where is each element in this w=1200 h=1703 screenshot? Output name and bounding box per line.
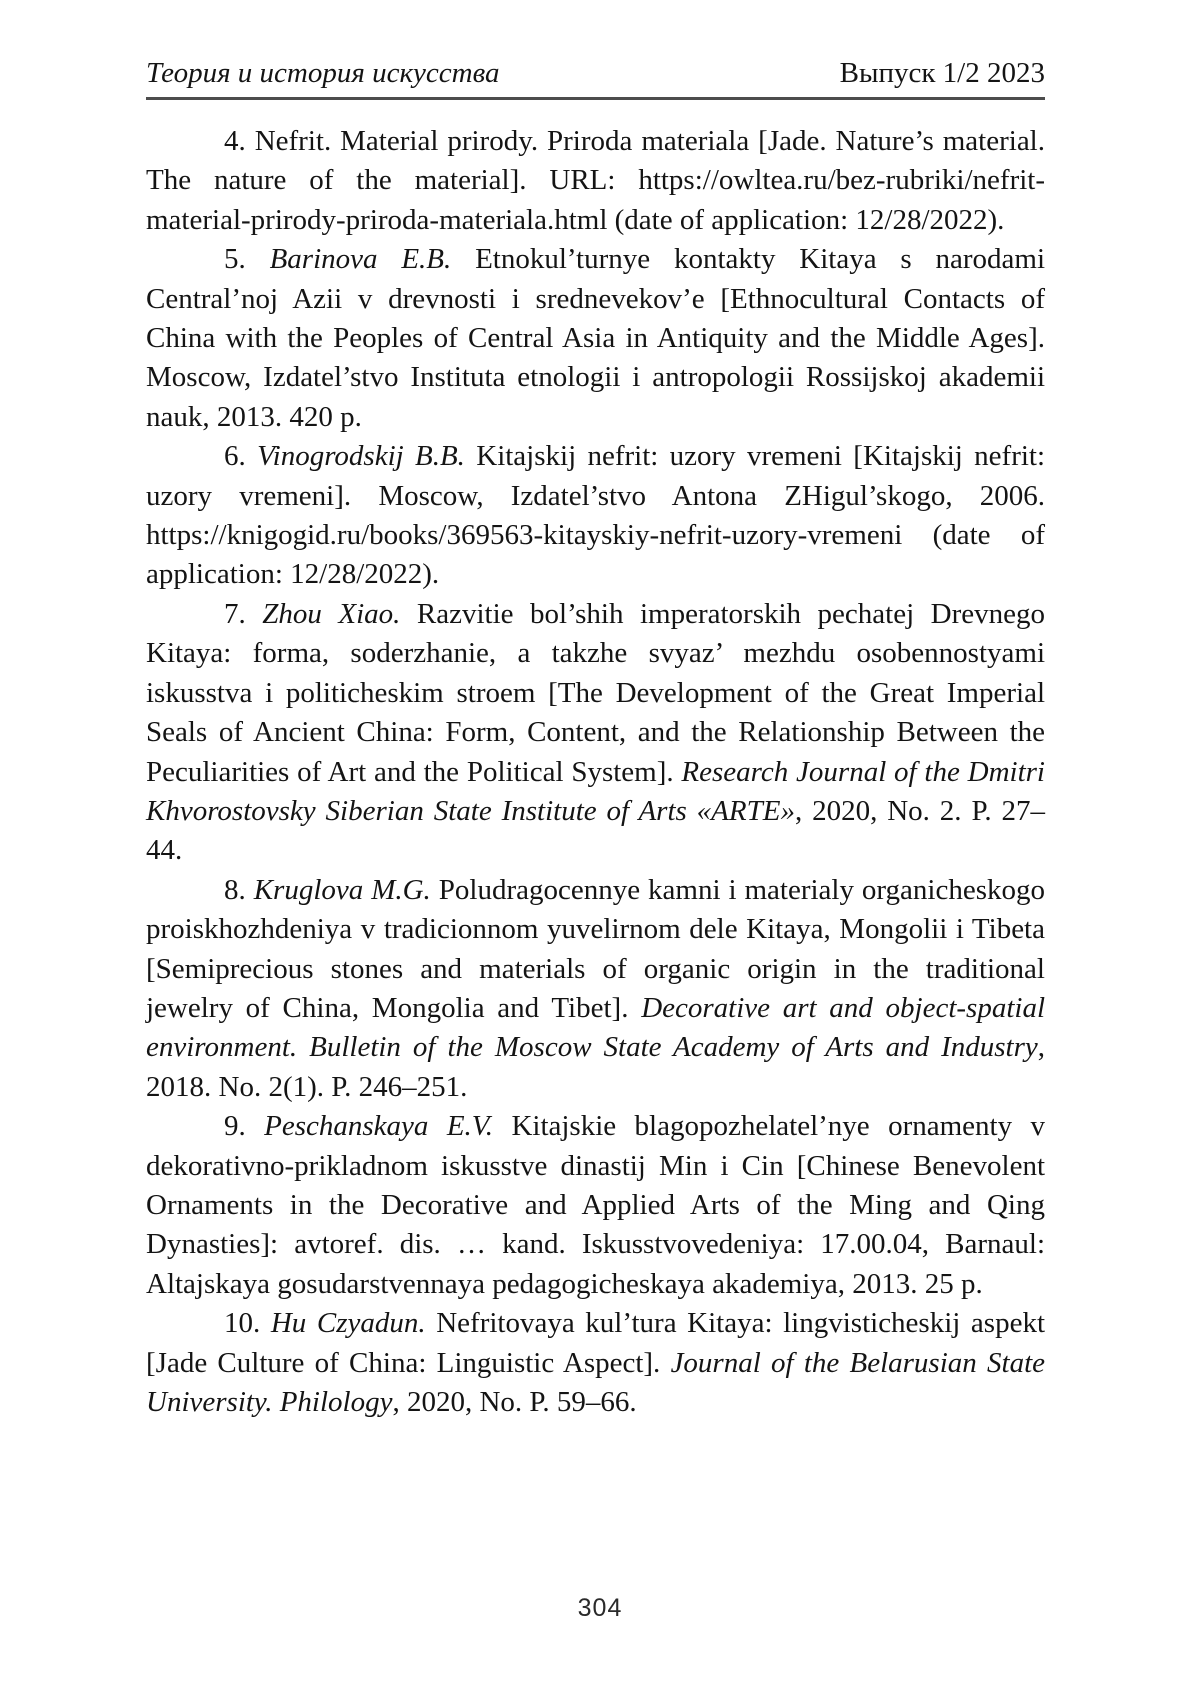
- reference-italic-text: Research Journal of the Dmitri Khvorostovsky Siberian State Institute of Arts «ARTE»: [146, 755, 1045, 827]
- reference-italic-text: Vinogrodskij B.B.: [257, 440, 465, 473]
- reference-text: 6.: [224, 440, 258, 473]
- reference-text: 9.: [224, 1110, 265, 1143]
- reference-text: 5.: [224, 243, 270, 276]
- page-footer: [0, 1594, 1200, 1623]
- reference-text: Etnokul’turnye kontakty Kitaya s narodami Central’noj Azii v drevnosti i srednevekov’e [Ethnocultural Contacts of China with the Peoples of Central Asia in Antiquity and the Middle Ages]. Moscow, Izdatel’stvo Instituta etnologii i antropologii Rossijskoj akademii nauk, 2013. 420 p.: [146, 243, 1046, 433]
- reference-entry: [146, 122, 1045, 240]
- reference-text: 7.: [224, 597, 263, 630]
- reference-entry: [146, 1304, 1045, 1422]
- reference-text: Nefritovaya kul’tura Kitaya: lingvisticheskij aspekt [Jade Culture of China: Linguistic Aspect].: [146, 1307, 1046, 1379]
- reference-italic-text: Hu Czyadun.: [270, 1307, 426, 1340]
- references-list: [146, 122, 1045, 1422]
- reference-text: , 2018. No. 2(1). P. 246–251.: [146, 1031, 1045, 1103]
- reference-entry: [146, 595, 1045, 871]
- reference-text: 10.: [224, 1307, 271, 1340]
- reference-italic-text: Peschanskaya E.V.: [264, 1110, 494, 1143]
- running-title: Теория и история искусства: [146, 57, 500, 89]
- reference-italic-text: Kruglova M.G.: [253, 873, 431, 906]
- reference-italic-text: Zhou Xiao.: [262, 597, 401, 630]
- reference-entry: [146, 871, 1045, 1107]
- page-header: [146, 56, 1045, 90]
- reference-entry: [146, 240, 1045, 437]
- reference-entry: [146, 437, 1045, 595]
- reference-text: , 2020, No. 2. P. 27–44.: [146, 794, 1045, 867]
- reference-entry: [146, 1107, 1045, 1304]
- page-number: 304: [577, 1594, 623, 1622]
- reference-text: Razvitie bol’shih imperatorskih pechatej Drevnego Kitaya: forma, soderzhanie, a takzhe svyaz’ mezhdu osobennostyami iskusstva i politicheskim stroem [The Development of the Great Imperial Seals of Ancient China: Form, Content, and the Relationship Between the Peculiarities of Art and the Political System].: [146, 597, 1045, 788]
- reference-text: 4. Nefrit. Material prirody. Priroda materiala [Jade. Nature’s material. The nature of the material]. URL: https://owltea.ru/bez-rubriki/nefrit-material-prirody-priroda-materiala.html (date of application: 12/28/2022).: [146, 125, 1045, 236]
- reference-text: 8.: [224, 873, 254, 906]
- reference-text: Kitajskie blagopozhelatel’nye ornamenty v dekorativno-prikladnom iskusstve dinastij Min i Cin [Chinese Benevolent Ornaments in the Decorative and Applied Arts of the Ming and Qing Dynasties]: avtoref. dis. … kand. Iskusstvovedeniya: 17.00.04, Barnaul: Altajskaya gosudarstvennaya pedagogicheskaya akademiya, 2013. 25 p.: [146, 1110, 1045, 1300]
- reference-text: , 2020, No. P. 59–66.: [392, 1386, 637, 1418]
- reference-text: Kitajskij nefrit: uzory vremeni [Kitajskij nefrit: uzory vremeni]. Moscow, Izdatel’stvo Antona ZHigul’skogo, 2006. https://knigogid.ru/books/369563-kitayskiy-nefrit-uzory-vremeni (date of application: 12/28/2022).: [146, 440, 1046, 591]
- reference-italic-text: Barinova E.B.: [269, 243, 452, 276]
- header-rule: [146, 97, 1045, 100]
- reference-italic-text: Decorative art and object-spatial environment. Bulletin of the Moscow State Academy of Arts and Industry: [146, 991, 1045, 1064]
- issue-label: Выпуск 1/2 2023: [839, 57, 1045, 89]
- reference-italic-text: Journal of the Belarusian State University. Philology: [146, 1346, 1045, 1418]
- reference-text: Poludragocennye kamni i materialy organicheskogo proiskhozhdeniya v tradicionnom yuvelirnom dele Kitaya, Mongolii i Tibeta [Semiprecious stones and materials of organic origin in the traditional jewelry of China, Mongolia and Tibet].: [146, 873, 1045, 1024]
